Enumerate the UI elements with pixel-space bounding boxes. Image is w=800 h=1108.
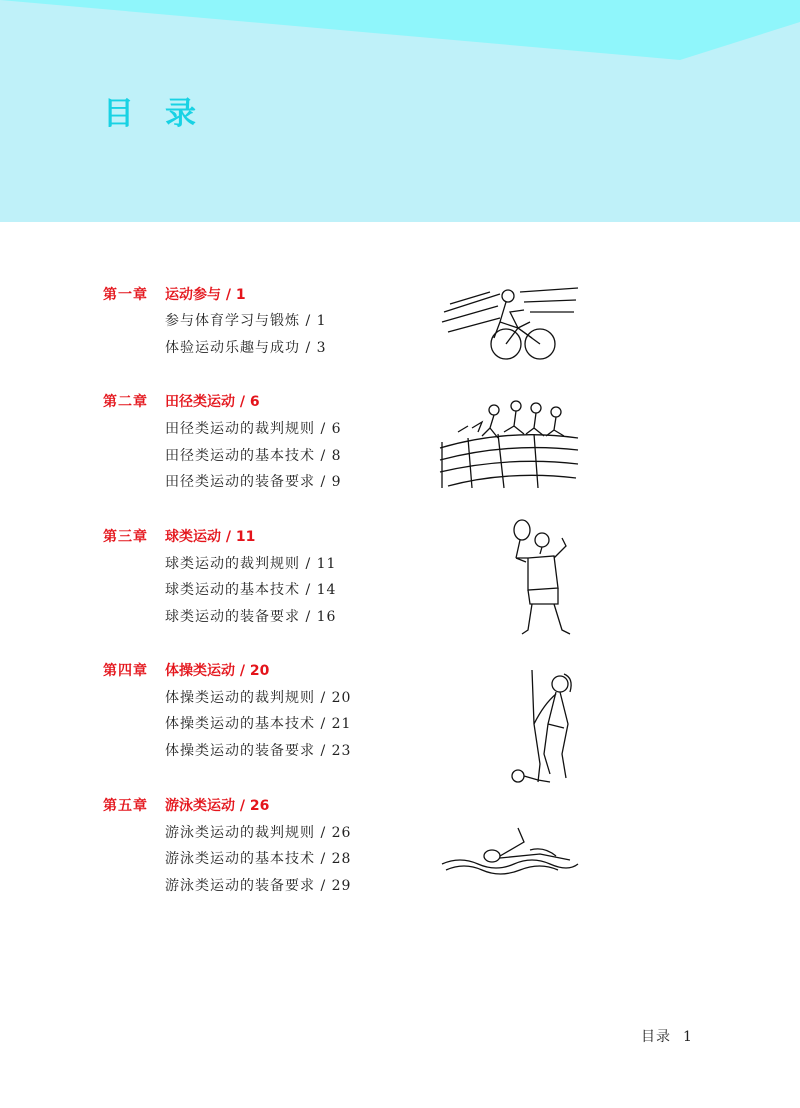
- chapter-2-heading[interactable]: [103, 391, 260, 411]
- chapter-title: 游泳类运动 / 26: [165, 798, 270, 814]
- toc-entry[interactable]: 球类运动的裁判规则 / 11: [165, 556, 337, 572]
- toc-entry[interactable]: 游泳类运动的装备要求 / 29: [165, 878, 352, 894]
- chapter-1-heading[interactable]: [103, 284, 246, 304]
- toc-entry[interactable]: 参与体育学习与锻炼 / 1: [165, 313, 327, 329]
- chapter-title: 体操类运动 / 20: [165, 663, 270, 679]
- chapter-number: 第三章: [103, 529, 148, 545]
- toc-entry[interactable]: 体操类运动的装备要求 / 23: [165, 743, 352, 759]
- swimmer-drawing-icon: [440, 822, 580, 876]
- page-number: 1: [683, 1029, 693, 1045]
- toc-entry[interactable]: 田径类运动的裁判规则 / 6: [165, 421, 342, 437]
- chapter-5-heading[interactable]: [103, 795, 269, 815]
- toc-entry[interactable]: 田径类运动的基本技术 / 8: [165, 448, 342, 464]
- chapter-title: 球类运动 / 11: [165, 529, 256, 545]
- chapter-4-heading[interactable]: [103, 660, 269, 680]
- badminton-player-drawing-icon: [498, 518, 582, 642]
- toc-entry[interactable]: 体操类运动的裁判规则 / 20: [165, 690, 352, 706]
- toc-entry[interactable]: 体验运动乐趣与成功 / 3: [165, 340, 327, 356]
- toc-entry[interactable]: 游泳类运动的基本技术 / 28: [165, 851, 352, 867]
- chapter-number: 第五章: [103, 798, 148, 814]
- chapter-number: 第四章: [103, 663, 148, 679]
- toc-entry[interactable]: 游泳类运动的裁判规则 / 26: [165, 825, 352, 841]
- chapter-3-heading[interactable]: [103, 526, 255, 546]
- footer-label: 目录: [641, 1029, 671, 1045]
- toc-entry[interactable]: 球类运动的基本技术 / 14: [165, 582, 337, 598]
- chapter-number: 第二章: [103, 394, 148, 410]
- toc-entry[interactable]: 球类运动的装备要求 / 16: [165, 609, 337, 625]
- chapter-title: 田径类运动 / 6: [165, 394, 260, 410]
- page-footer: [641, 1026, 693, 1046]
- cyclist-drawing-icon: [440, 282, 580, 368]
- chapter-number: 第一章: [103, 287, 148, 303]
- chapter-title: 运动参与 / 1: [165, 287, 246, 303]
- toc-entry[interactable]: 体操类运动的基本技术 / 21: [165, 716, 352, 732]
- page-title: 目录: [103, 96, 227, 132]
- toc-entry[interactable]: 田径类运动的装备要求 / 9: [165, 474, 342, 490]
- gymnast-drawing-icon: [504, 664, 580, 788]
- runners-drawing-icon: [438, 398, 580, 490]
